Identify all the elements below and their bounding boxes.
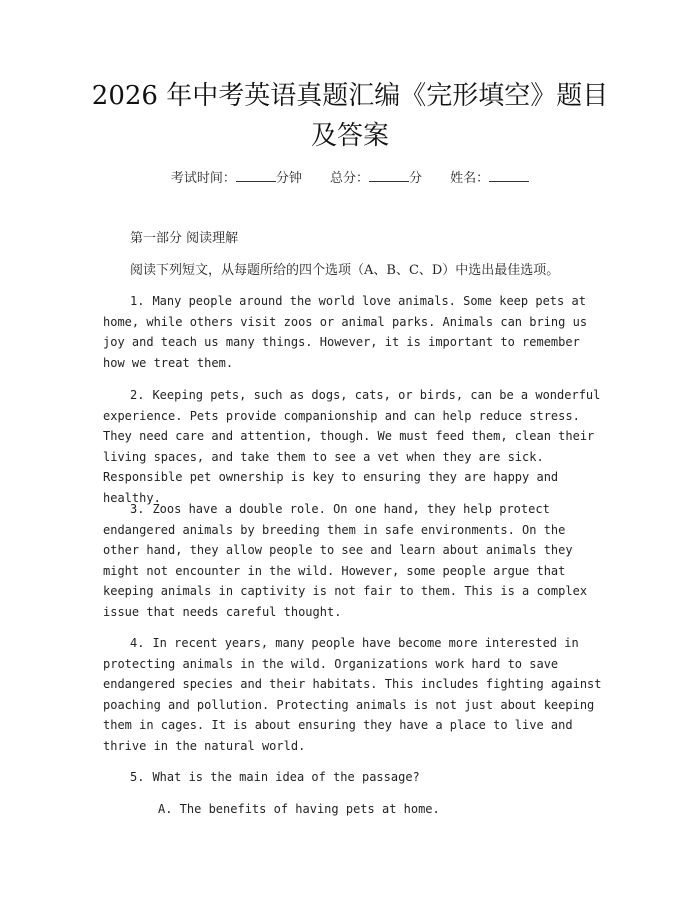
question-text: What is the main idea of the passage? [152, 770, 420, 784]
exam-score [330, 168, 422, 189]
paragraph-4 [103, 633, 603, 756]
question-5 [103, 767, 603, 788]
paragraph-3 [103, 499, 603, 622]
exam-time-blank [236, 168, 276, 182]
paragraph-number: 4. [130, 636, 145, 650]
exam-time-unit: 分钟 [275, 171, 302, 186]
section-title: 第一部分 阅读理解 [130, 231, 239, 246]
exam-name-blank [489, 168, 529, 182]
paragraph-text: Keeping pets, such as dogs, cats, or birds, can be a wonderful experience. Pets provide companionship and can help reduce stress. They need care and attention, though. We must feed them, clean their living spaces, and take them to see a vet when they are sick. Responsible pet ownership is key to ensuring they are happy and healthy. [103, 388, 601, 505]
title-line-1: 2026 年中考英语真题汇编《完形填空》题目 [91, 81, 609, 111]
exam-score-blank [369, 168, 409, 182]
paragraph-number: 1. [130, 294, 145, 308]
exam-score-label: 总分： [329, 171, 369, 186]
exam-meta [0, 168, 700, 189]
exam-name-label: 姓名： [450, 171, 490, 186]
exam-name [450, 168, 529, 189]
question-number: 5. [130, 770, 145, 784]
title-line-2: 及答案 [310, 121, 389, 151]
document-title [60, 76, 640, 156]
paragraph-2 [103, 385, 603, 508]
paragraph-1 [103, 291, 603, 373]
exam-time [171, 168, 302, 189]
paragraph-text: Zoos have a double role. On one hand, they help protect endangered animals by breeding them in safe environments. On the other hand, they allow people to see and learn about animals they might not encounter in the wild. However, some people argue that keeping animals in captivity is not fair to them. This is a complex issue that needs careful thought. [103, 502, 588, 619]
exam-time-label: 考试时间： [170, 171, 236, 186]
exam-score-unit: 分 [409, 171, 423, 186]
paragraph-text: In recent years, many people have become more interested in protecting animals in the wild. Organizations work hard to save endangered species and their habitats. This includes fighting against poaching and pollution. Protecting animals is not just about keeping them in cages. It is about ensuring they have a place to live and thrive in the natural world. [103, 636, 602, 753]
option-a: A. The benefits of having pets at home. [158, 802, 440, 816]
section-instruction: 阅读下列短文，从每题所给的四个选项（A、B、C、D）中选出最佳选项。 [130, 263, 560, 278]
paragraph-text: Many people around the world love animals. Some keep pets at home, while others visit zoos or animal parks. Animals can bring us joy and teach us many things. However, it is important to remember how we treat them. [103, 294, 588, 370]
paragraph-number: 3. [130, 502, 145, 516]
paragraph-number: 2. [130, 388, 145, 402]
